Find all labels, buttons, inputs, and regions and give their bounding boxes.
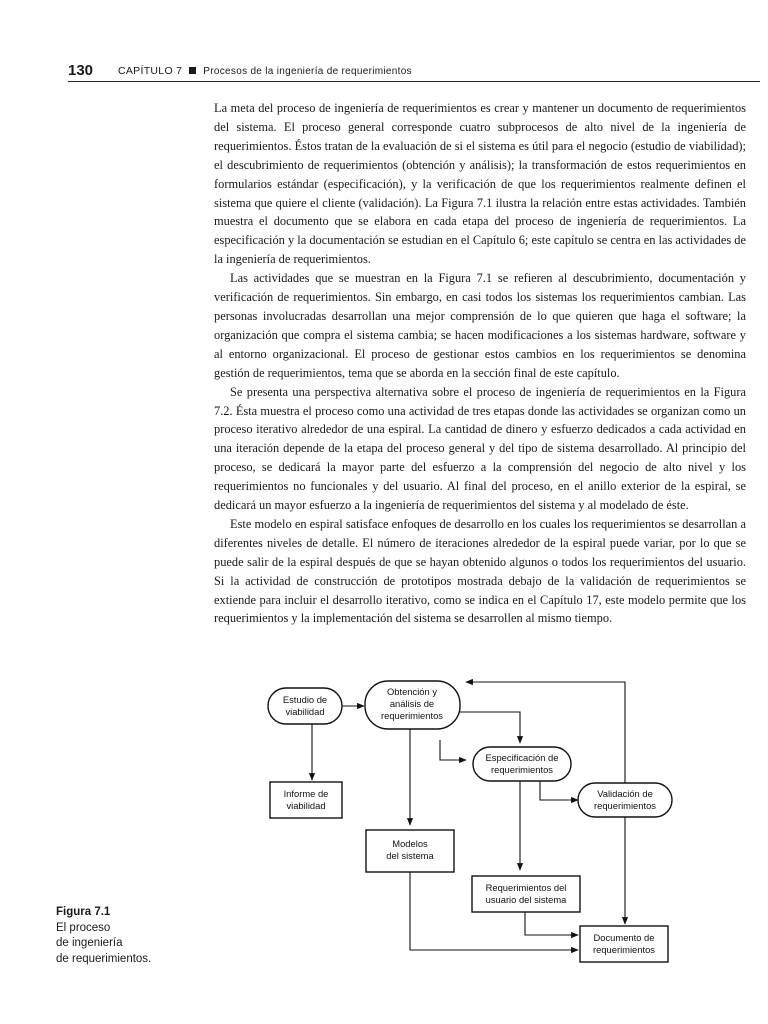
paragraph: Las actividades que se muestran en la Figura 7.1 se refieren al descubrimiento, documentación y verificación de requerimientos. Sin embargo, en casi todos los sistemas los requerimientos cambian. Las personas involucradas desarrollan una mejor comprensión de lo que quieren que haga el software; la organización que compra el sistema cambia; se hacen modificaciones a los sistemas hardware, software y al entorno organizacional. El proceso de gestionar estos cambios en los requerimientos se denomina gestión de requerimientos, tema que se aborda en la sección final de este capítulo. [214,271,746,380]
paragraph: Se presenta una perspectiva alternativa sobre el proceso de ingeniería de requerimientos en la Figura 7.2. Ésta muestra el proceso como una actividad de tres etapas donde las actividades se organizan como un proceso iterativo alrededor de una espiral. La cantidad de dinero y esfuerzo dedicados a cada actividad en una iteración depende de la etapa del proceso general y del tipo de sistema desarrollado. Al principio del proceso, se dedicará la mayor parte del esfuerzo a la comprensión del negocio de alto nivel y los requerimientos no funcionales y del usuario. Al final del proceso, en el anillo exterior de la espiral, se dedicará un mayor esfuerzo a la ingeniería de requerimientos del sistema y al modelado de éste. [214,384,746,513]
process-obtencion-analisis [365,681,460,729]
document-requerimientos-usuario [472,876,580,912]
arrow-obtencion-especificacion-2 [440,740,466,760]
node-text: Especificación de [485,752,559,763]
node-text: usuario del sistema [485,894,567,905]
node-text: Obtención y [386,686,438,697]
paragraph: Este modelo en espiral satisface enfoques de desarrollo en los cuales los requerimientos se desarrollan a diferentes niveles de detalle. El número de iteraciones alrededor de la espiral puede variar, por lo que se puede salir de la espiral después de que se hayan obtenido algunos o todos los requerimientos del usuario. Si la actividad de construcción de prototipos mostrada debajo de la validación de requerimientos se extiende para incluir el desarrollo iterativo, como se indica en el Capítulo 17, este modelo permite que los requerimientos y la implementación del sistema se desarrollen al mismo tiempo. [214,516,746,626]
process-estudio-viabilidad [268,688,342,724]
caption-line: de ingeniería [56,937,123,949]
document-informe-viabilidad [270,782,342,818]
node-text: Requerimientos del [485,882,567,893]
node-text: del sistema [386,850,434,861]
process-especificacion [473,747,571,781]
node-text: viabilidad [286,800,326,811]
section-title: Procesos de la ingeniería de requerimientos [203,66,412,77]
node-text: requerimientos [490,764,554,775]
figure-caption [56,905,206,967]
node-text: requerimientos [593,800,657,811]
node-text: análisis de [389,698,435,709]
node-text: Estudio de [282,694,328,705]
caption-line: El proceso [56,921,111,934]
process-validacion [578,783,672,817]
node-text: requerimientos [380,710,444,721]
caption-line: de requerimientos. [56,952,152,965]
arrow-obtencion-especificacion [460,712,520,743]
node-text: Informe de [283,788,329,799]
figure-label: Figura 7.1 [56,906,111,918]
node-text: requerimientos [592,944,656,955]
paragraph: La meta del proceso de ingeniería de requerimientos es crear y mantener un documento de requerimientos del sistema. El proceso general corresponde cuatro subprocesos de alto nivel de la ingeniería de requerimientos. Éstos tratan de la evaluación de si el sistema es útil para el negocio (estudio de viabilidad); el descubrimiento de requerimientos (obtención y análisis); la transformación de estos requerimientos en formularios estándar (especificación), y la verificación de que los requerimientos realmente definen el sistema que quiere el cliente (validación). La Figura 7.1 ilustra la relación entre estas actividades. También muestra el documento que se elabora en cada etapa del proceso de ingeniería de requerimientos. La especificación y la documentación se estudian en el Capítulo 6; este capítulo se centra en las actividades de la ingeniería de requerimientos. [214,101,746,267]
arrow-usuario-documento [525,912,578,935]
chapter-label: CAPÍTULO 7 [118,65,183,77]
node-text: viabilidad [285,706,325,717]
page-number: 130 [68,62,94,79]
node-text: Modelos [392,838,428,849]
arrow-especificacion-validacion [540,780,578,800]
node-text: Validación de [597,788,653,799]
document-modelos-sistema [366,830,454,872]
node-text: Documento de [593,932,655,943]
document-documento-requerimientos [580,926,668,962]
